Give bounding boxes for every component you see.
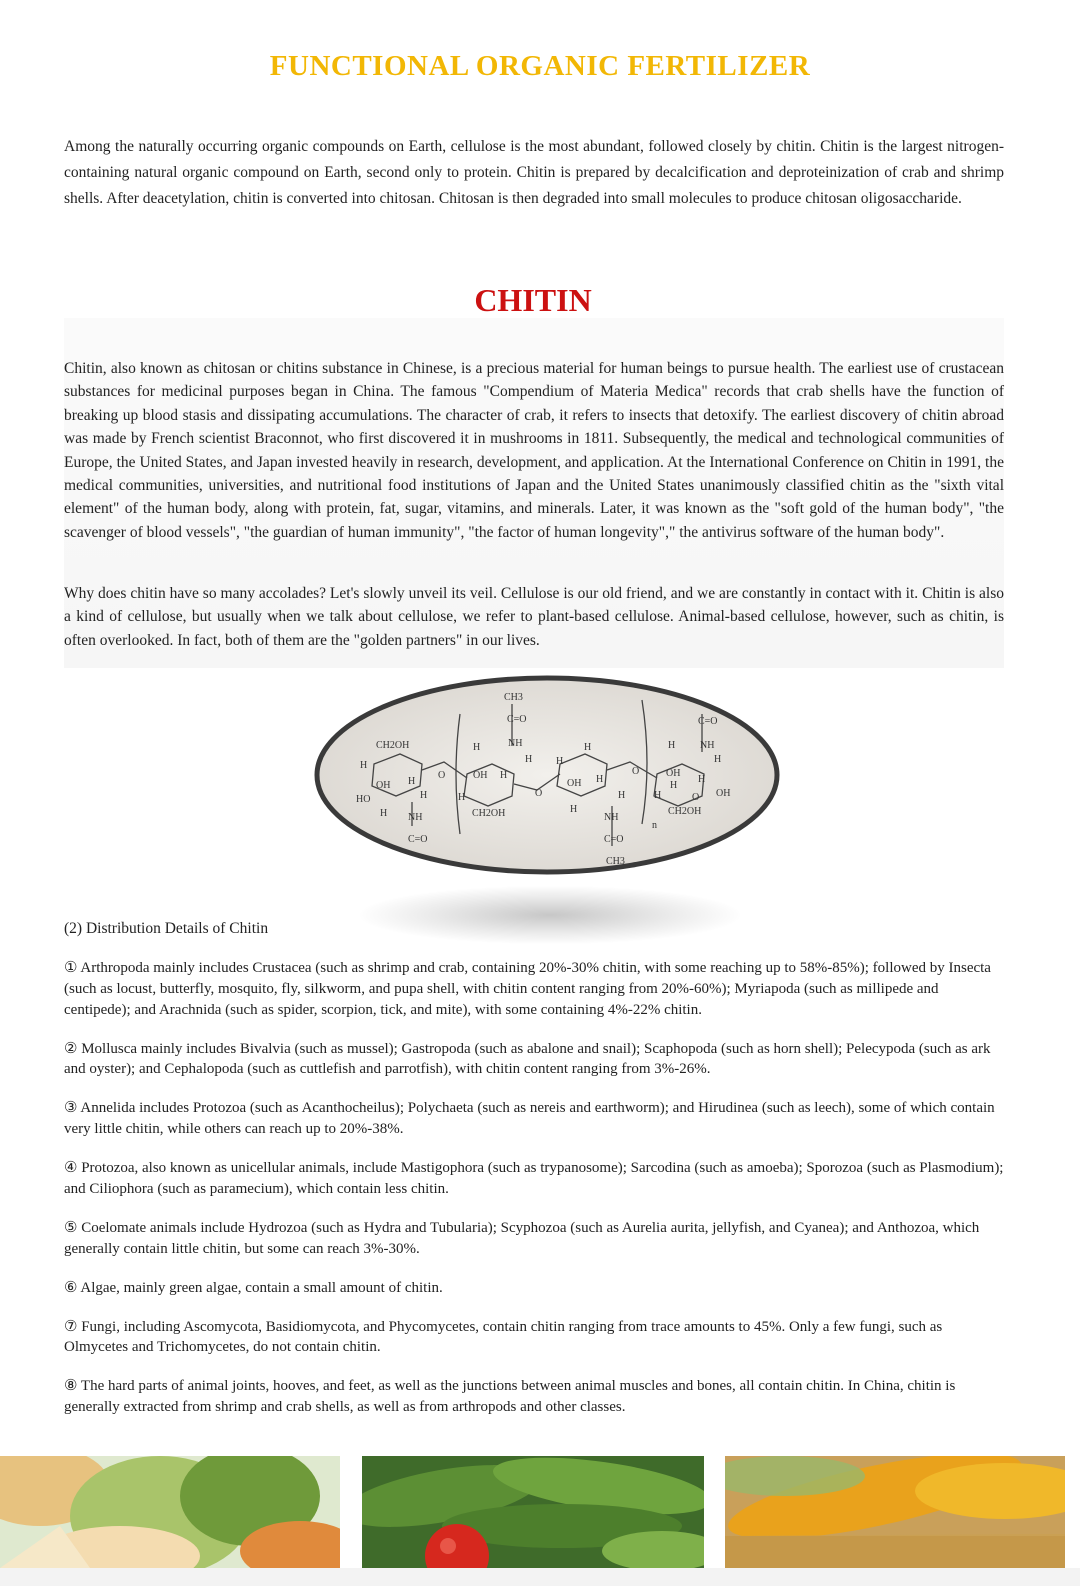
mol-label: O [692,792,700,803]
mol-label: C=O [507,714,527,725]
mol-label: H [408,776,416,787]
mol-label: H [525,754,533,765]
mol-label: C=O [698,716,718,727]
list-item: ⑥ Algae, mainly green algae, contain a small amount of chitin. [64,1279,443,1296]
mol-label: H [654,790,662,801]
chitin-molecule-diagram [312,674,782,876]
mol-label: O [632,766,640,777]
list-item: ⑦ Fungi, including Ascomycota, Basidiomycota, and Phycomycetes, contain chitin ranging from trace amounts to 45%. Only a few fungi, such as Olmycetes and Trichomycetes, do not contain chitin. [64,1318,943,1356]
mol-label: H [556,756,564,767]
mol-label: NH [700,740,715,751]
mol-label: H [714,754,722,765]
mol-label: CH2OH [472,808,506,819]
mol-label: C=O [408,834,428,845]
intro-paragraph: Among the naturally occurring organic compounds on Earth, cellulose is the most abundant, followed closely by chitin. Chitin is the largest nitrogen-containing natural organic compound on Earth, second only to protein. Chitin is prepared by decalcification and deproteinization of crab and shrimp shells. After deacetylation, chitin is converted into chitosan. Chitosan is then degraded into small molecules to produce chitosan oligosaccharide. [64,138,1004,207]
mol-label: CH3 [606,856,625,867]
mol-label: OH [716,788,731,799]
molecule-oval [317,678,777,872]
mol-label: H [570,804,578,815]
chitin-paragraph-1: Chitin, also known as chitosan or chitins substance in Chinese, is a precious material for human beings to pursue health. The earliest use of crustacean substances for medicinal purposes began in China. The famous "Compendium of Materia Medica" records that crab shells have the function of breaking up blood stasis and dissipating accumulations. The character of crab, it refers to insects that detoxify. The earliest discovery of chitin abroad was made by French scientist Braconnot, who first discovered it in mushrooms in 1811. Subsequently, the medical and technological communities of Europe, the United States, and Japan invested heavily in research, development, and application. At the International Conference on Chitin in 1991, the medical communities, universities, and nutritional food institutions of Japan and the United States unanimously classified chitin as the "sixth vital element" of the human body, along with protein, fat, sugar, vitamins, and minerals. Later, it was known as the "soft gold of the human body", "the scavenger of blood vessels", "the guardian of human immunity", "the factor of human longevity"," the antivirus software of the human body". [64,360,1004,541]
fruit-photo [0,1456,340,1568]
distribution-heading: (2) Distribution Details of Chitin [64,920,269,937]
mol-label: O [438,770,446,781]
chitin-section-title: CHITIN [474,282,592,318]
mol-label: HO [356,794,371,805]
page-title: FUNCTIONAL ORGANIC FERTILIZER [269,50,811,82]
mol-label: H [360,760,368,771]
mol-label: C=O [604,834,624,845]
mol-label: OH [666,768,681,779]
mol-label: H [584,742,592,753]
mol-label: H [458,792,466,803]
mol-label: NH [408,812,423,823]
mol-label: CH2OH [668,806,702,817]
mol-label: CH3 [504,692,523,703]
mol-label: H [698,774,706,785]
mol-label: NH [508,738,523,749]
list-item: ③ Annelida includes Protozoa (such as Acanthocheilus); Polychaeta (such as nereis and earthworm); and Hirudinea (such as leech), some of which contain very little chitin, while others can reach up to 20%-38%. [64,1100,995,1138]
mol-label: H [473,742,481,753]
mol-label: H [668,740,676,751]
mol-label: OH [473,770,488,781]
mol-label: CH2OH [376,740,410,751]
mol-label: n [652,820,657,831]
photo-strip [0,1456,1080,1568]
cucumber-tomato-photo [362,1456,704,1568]
mol-label: H [420,790,428,801]
corn-photo [725,1456,1065,1568]
distribution-list [64,958,1004,1436]
list-item: ② Mollusca mainly includes Bivalvia (such as mussel); Gastropoda (such as abalone and snail); Scaphopoda (such as horn shell); Pelecypoda (such as ark and oyster); and Cephalopoda (such as cuttlefish and parrotfish), with chitin content ranging from 3%-26%. [64,1040,991,1078]
mol-label: H [500,770,508,781]
mol-label: NH [604,812,619,823]
mol-label: H [596,774,604,785]
list-item: ① Arthropoda mainly includes Crustacea (such as shrimp and crab, containing 20%-30% chitin, with some reaching up to 58%-85%); followed by Insecta (such as locust, butterfly, mosquito, fly, silkworm, and pupa shell, with chitin content ranging from 20%-60%); Myriapoda (such as millipede and centipede); and Arachnida (such as spider, scorpion, tick, and mite), with some containing 4%-22% chitin. [64,960,991,1018]
mol-label: H [380,808,388,819]
diagram-shadow [360,886,740,944]
list-item: ④ Protozoa, also known as unicellular animals, include Mastigophora (such as trypanosome); Sarcodina (such as amoeba); Sporozoa (such as Plasmodium); and Ciliophora (such as paramecium), which contain less chitin. [64,1160,1004,1197]
mol-label: OH [567,778,582,789]
list-item: ⑧ The hard parts of animal joints, hooves, and feet, as well as the junctions between animal muscles and bones, all contain chitin. In China, chitin is generally extracted from shrimp and crab shells, as well as from arthropods and other classes. [64,1378,956,1416]
list-item: ⑤ Coelomate animals include Hydrozoa (such as Hydra and Tubularia); Scyphozoa (such as Aurelia aurita, jellyfish, and Cyanea); and Anthozoa, which generally contain little chitin, but some can reach 3%-30%. [64,1219,980,1257]
chitin-paragraph-2: Why does chitin have so many accolades? Let's slowly unveil its veil. Cellulose is our old friend, and we are constantly in contact with it. Chitin is also a kind of cellulose, but usually when we talk about cellulose, we refer to plant-based cellulose. Animal-based cellulose, however, such as chitin, is often overlooked. In fact, both of them are the "golden partners" in our lives. [64,585,1004,649]
mol-label: H [670,780,678,791]
mol-label: O [535,788,543,799]
mol-label: OH [376,780,391,791]
mol-label: H [618,790,626,801]
bottom-strip [0,1568,1080,1586]
